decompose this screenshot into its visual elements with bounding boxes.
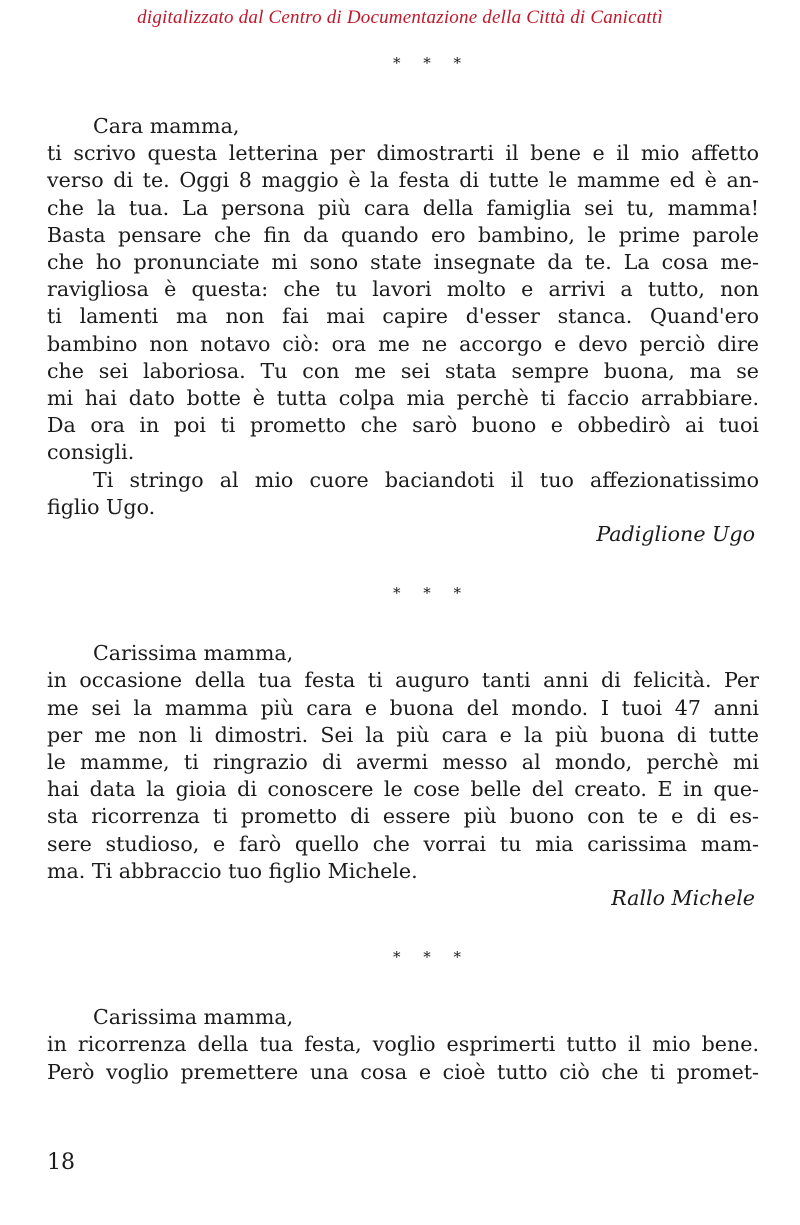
letter-signature: Rallo Michele xyxy=(611,886,755,911)
letter-line: bambino non notavo ciò: ora me ne accorgo e devo perciò dire xyxy=(47,331,759,356)
letter-line: per me non li dimostri. Sei la più cara e la più buona di tutte xyxy=(47,722,759,747)
section-separator: * * * xyxy=(392,584,462,603)
letter-salutation: Carissima mamma, xyxy=(93,641,294,666)
letter-line: ti scrivo questa letterina per dimostrarti il bene e il mio affetto xyxy=(47,141,759,166)
letter-line: Ti stringo al mio cuore baciandoti il tuo affezionatissimo xyxy=(93,467,759,492)
letter-line: in occasione della tua festa ti auguro tanti anni di felicità. Per xyxy=(47,668,759,693)
letter-line: le mamme, ti ringrazio di avermi messo al mondo, perchè mi xyxy=(47,750,759,775)
letter-3 xyxy=(47,1004,759,1086)
letter-line: sta ricorrenza ti prometto di essere più buono con te e di es- xyxy=(47,804,759,829)
letter-2 xyxy=(47,640,759,912)
letter-line: consigli. xyxy=(47,440,135,465)
letter-signature: Padiglione Ugo xyxy=(596,522,755,547)
letter-line: verso di te. Oggi 8 maggio è la festa di tutte le mamme ed è an- xyxy=(47,168,759,193)
letter-1 xyxy=(47,113,759,548)
letter-salutation: Carissima mamma, xyxy=(93,1005,294,1030)
letter-line: ti lamenti ma non fai mai capire d'esser stanca. Quand'ero xyxy=(47,304,759,329)
letter-line: Basta pensare che fin da quando ero bambino, le prime parole xyxy=(47,222,759,247)
watermark-text: digitalizzato dal Centro di Documentazione della Città di Canicattì xyxy=(137,7,663,28)
section-separator: * * * xyxy=(392,54,462,72)
letter-line: Però voglio premettere una cosa e cioè tutto ciò che ti promet- xyxy=(47,1059,759,1084)
letter-line: Da ora in poi ti prometto che sarò buono e obbedirò ai tuoi xyxy=(47,413,759,438)
letter-salutation: Cara mamma, xyxy=(93,114,240,138)
letter-line: me sei la mamma più cara e buona del mondo. I tuoi 47 anni xyxy=(47,695,759,720)
letter-line: ma. Ti abbraccio tuo figlio Michele. xyxy=(47,858,418,883)
letter-line: hai data la gioia di conoscere le cose belle del creato. E in que- xyxy=(47,777,759,802)
page-content xyxy=(47,50,759,1086)
letter-line: che ho pronunciate mi sono state insegnate da te. La cosa me- xyxy=(47,250,759,275)
letter-line: sere studioso, e farò quello che vorrai tu mia carissima mam- xyxy=(47,831,759,856)
letter-line: in ricorrenza della tua festa, voglio esprimerti tutto il mio bene. xyxy=(47,1032,759,1057)
letter-line: ravigliosa è questa: che tu lavori molto e arrivi a tutto, non xyxy=(47,277,759,302)
section-separator: * * * xyxy=(392,948,462,967)
page-number: 18 xyxy=(47,1150,75,1175)
letter-line: che sei laboriosa. Tu con me sei stata sempre buona, ma se xyxy=(47,358,759,383)
letter-line: che la tua. La persona più cara della famiglia sei tu, mamma! xyxy=(47,195,759,220)
letter-line: figlio Ugo. xyxy=(47,494,156,519)
letter-line: mi hai dato botte è tutta colpa mia perchè ti faccio arrabbiare. xyxy=(47,386,759,411)
